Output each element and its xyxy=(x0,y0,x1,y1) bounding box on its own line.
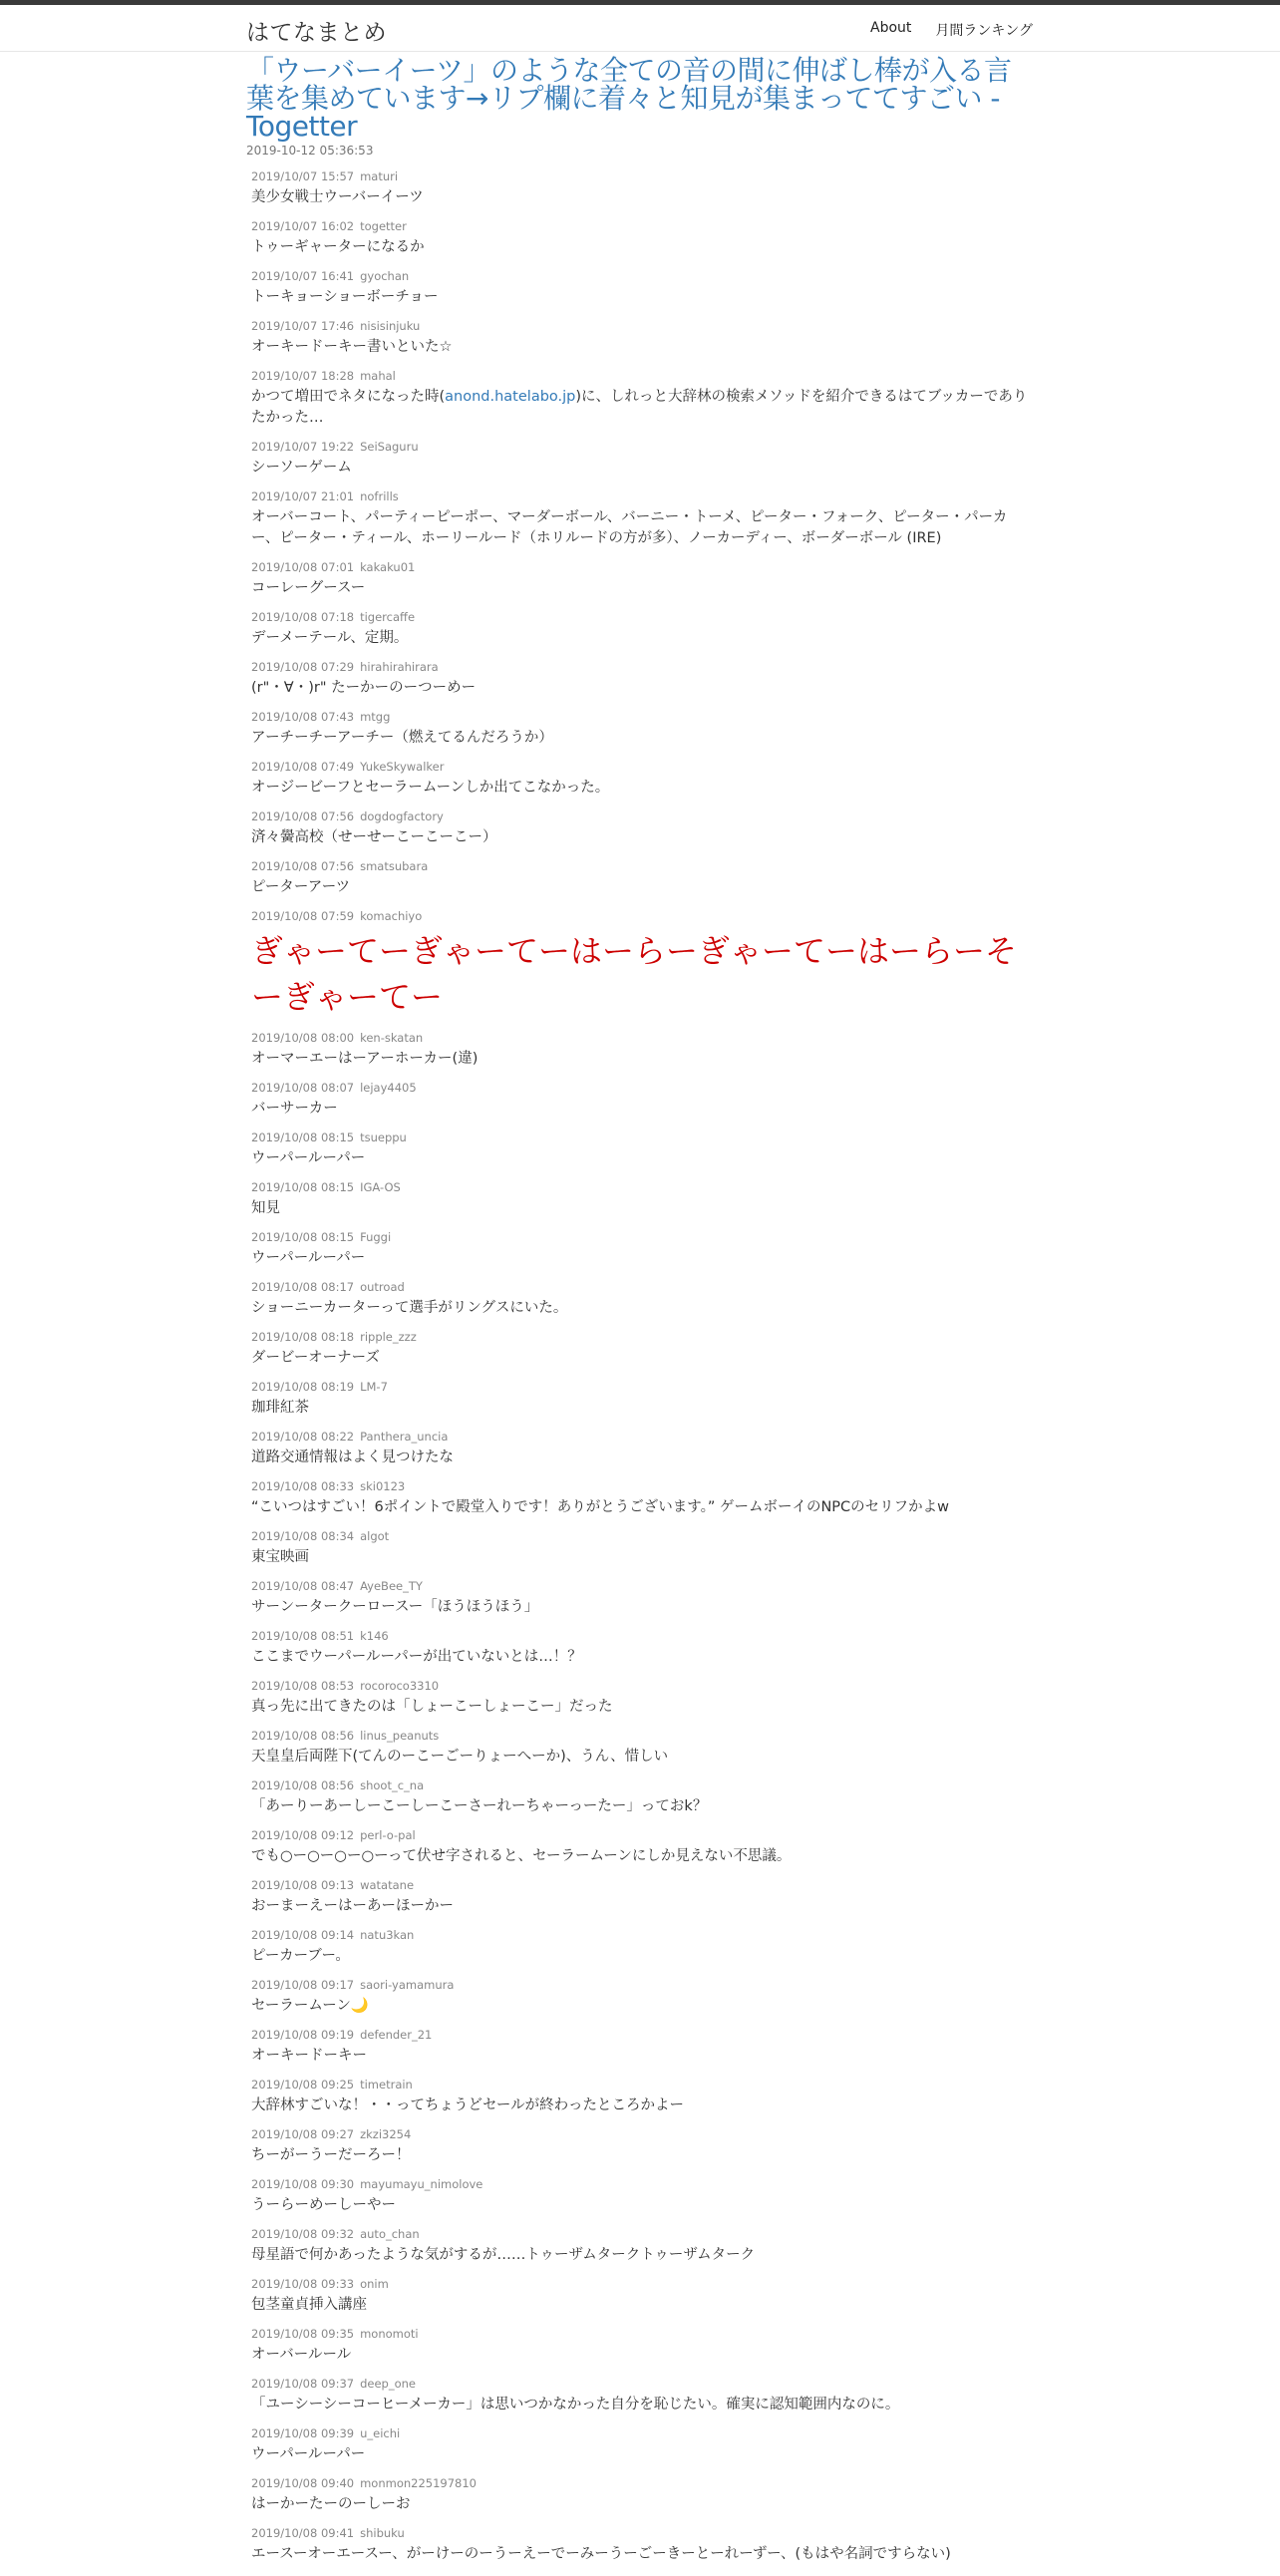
comment-timestamp: 2019/10/08 08:51 xyxy=(251,1629,355,1643)
comment-text-after: )に、しれっと大辞林の検索メソッドを紹介できるはてブッカーでありたかった… xyxy=(251,389,1028,426)
comment-item xyxy=(251,319,1034,358)
comment-item xyxy=(251,2028,1034,2067)
comment-username: k146 xyxy=(360,1629,389,1643)
comment-username: LM-7 xyxy=(360,1380,388,1394)
comment-meta xyxy=(251,1180,1034,1195)
comment-item xyxy=(251,2227,1034,2266)
comment-timestamp: 2019/10/08 07:01 xyxy=(251,560,355,574)
comment-username: hirahirahirara xyxy=(360,660,439,674)
comment-text: ウーパールーパー xyxy=(251,1150,366,1166)
comment-item xyxy=(251,2177,1034,2216)
comment-username: dogdogfactory xyxy=(360,809,444,823)
comment-meta xyxy=(251,2426,1034,2441)
comment-meta xyxy=(251,269,1034,284)
comment-timestamp: 2019/10/07 18:28 xyxy=(251,369,355,383)
comment-item xyxy=(251,369,1034,429)
comment-item xyxy=(251,2526,1034,2565)
comment-text: ショーニーカーターって選手がリングスにいた。 xyxy=(251,1300,568,1316)
comment-text: バーサーカー xyxy=(251,1101,338,1117)
comment-item xyxy=(251,760,1034,799)
navbar xyxy=(0,5,1280,52)
comment-timestamp: 2019/10/08 08:53 xyxy=(251,1679,355,1693)
comment-item xyxy=(251,440,1034,479)
comment-username: outroad xyxy=(360,1280,405,1294)
comment-item xyxy=(251,560,1034,599)
comment-item xyxy=(251,809,1034,848)
comment-username: auto_chan xyxy=(360,2227,420,2241)
comment-item xyxy=(251,1081,1034,1120)
comment-text: ちーがーうーだーろー！ xyxy=(251,2147,411,2163)
comment-timestamp: 2019/10/08 09:37 xyxy=(251,2377,355,2391)
comment-timestamp: 2019/10/07 21:01 xyxy=(251,489,355,503)
comment-meta xyxy=(251,1978,1034,1993)
comment-timestamp: 2019/10/08 08:18 xyxy=(251,1330,355,1344)
comment-item xyxy=(251,1380,1034,1419)
comment-meta xyxy=(251,1729,1034,1744)
comment-timestamp: 2019/10/08 08:47 xyxy=(251,1579,355,1593)
comment-timestamp: 2019/10/08 09:19 xyxy=(251,2028,355,2042)
comment-text: でも○ー○ー○ー○ーって伏せ字されると、セーラームーンにしか見えない不思議。 xyxy=(251,1848,792,1864)
comment-timestamp: 2019/10/08 09:30 xyxy=(251,2177,355,2191)
comment-username: AyeBee_TY xyxy=(360,1579,423,1593)
comment-username: nofrills xyxy=(360,489,399,503)
comment-timestamp: 2019/10/08 09:40 xyxy=(251,2476,355,2490)
comment-username: togetter xyxy=(360,219,407,233)
comment-meta xyxy=(251,1878,1034,1893)
comment-item xyxy=(251,2377,1034,2415)
comment-timestamp: 2019/10/08 09:27 xyxy=(251,2127,355,2141)
comment-timestamp: 2019/10/08 08:15 xyxy=(251,1130,355,1144)
comment-meta xyxy=(251,2028,1034,2043)
comment-text: 大辞林すごいな！・・ってちょうどセールが終わったところかよー xyxy=(251,2097,684,2113)
comment-timestamp: 2019/10/08 07:56 xyxy=(251,859,355,873)
comment-username: YukeSkywalker xyxy=(360,760,445,774)
comment-meta xyxy=(251,760,1034,775)
comment-timestamp: 2019/10/08 09:13 xyxy=(251,1878,355,1892)
comment-username: ski0123 xyxy=(360,1479,406,1493)
comment-item xyxy=(251,1031,1034,1070)
comment-username: mtgg xyxy=(360,710,391,724)
comment-text: ぎゃーてーぎゃーてーはーらーぎゃーてーはーらーそーぎゃーてー xyxy=(251,932,1018,1016)
comment-item xyxy=(251,1280,1034,1319)
comment-text: 真っ先に出てきたのは「しょーこーしょーこー」だった xyxy=(251,1699,613,1715)
comment-username: timetrain xyxy=(360,2078,413,2092)
comment-text: はーかーたーのーしーお xyxy=(251,2496,411,2512)
comment-username: shoot_c_na xyxy=(360,1778,425,1792)
comment-item xyxy=(251,1828,1034,1867)
comment-item xyxy=(251,1679,1034,1718)
comment-username: SeiSaguru xyxy=(360,440,419,454)
comment-text: 母星語で何かあったような気がするが……トゥーザムタークトゥーザムターク xyxy=(251,2247,756,2263)
article-title-link[interactable]: 「ウーバーイーツ」のような全ての音の間に伸ばし棒が入る言葉を集めています→リプ欄に着々と知見が集まっててすごい - Togetter xyxy=(246,54,1012,143)
comment-meta xyxy=(251,1081,1034,1096)
comment-meta xyxy=(251,1778,1034,1793)
comment-text: 天皇皇后両陛下(てんのーこーごーりょーへーか)、うん、惜しい xyxy=(251,1749,669,1765)
comment-item xyxy=(251,1330,1034,1369)
comment-timestamp: 2019/10/08 09:14 xyxy=(251,1928,355,1942)
comment-item xyxy=(251,710,1034,749)
comment-item xyxy=(251,2476,1034,2515)
comment-meta xyxy=(251,1130,1034,1145)
comment-item xyxy=(251,1180,1034,1219)
comment-item xyxy=(251,610,1034,649)
comment-text: 美少女戦士ウーバーイーツ xyxy=(251,189,424,205)
comment-text: 知見 xyxy=(251,1200,280,1216)
comment-username: defender_21 xyxy=(360,2028,433,2042)
comment-username: rocoroco3310 xyxy=(360,1679,440,1693)
comment-username: komachiyo xyxy=(360,909,423,923)
comment-item xyxy=(251,1629,1034,1668)
comment-item xyxy=(251,1928,1034,1967)
comment-meta xyxy=(251,1280,1034,1295)
comment-username: linus_peanuts xyxy=(360,1729,440,1743)
comment-username: mayumayu_nimolove xyxy=(360,2177,483,2191)
comment-meta xyxy=(251,610,1034,625)
comment-text: 珈琲紅茶 xyxy=(251,1400,309,1416)
comment-meta xyxy=(251,2526,1034,2541)
comment-timestamp: 2019/10/07 19:22 xyxy=(251,440,355,454)
comment-text: ダービーオーナーズ xyxy=(251,1350,380,1366)
comment-timestamp: 2019/10/08 07:49 xyxy=(251,760,355,774)
comment-username: onim xyxy=(360,2277,389,2291)
comment-text: 東宝映画 xyxy=(251,1549,309,1565)
comment-timestamp: 2019/10/08 07:29 xyxy=(251,660,355,674)
comment-item xyxy=(251,1130,1034,1169)
comment-text: オーバーコート、パーティーピーポー、マーダーボール、バーニー・トーメ、ピーター・フォーク、ピーター・パーカー、ピーター・ティール、ホーリールード（ホリルードの方が多）、ノーカーディー、ボーダーボール (IRE) xyxy=(251,509,1008,546)
comment-meta xyxy=(251,319,1034,334)
comment-meta xyxy=(251,1230,1034,1245)
site-brand-link[interactable]: はてなまとめ xyxy=(246,20,387,46)
comment-item xyxy=(251,1579,1034,1618)
comment-timestamp: 2019/10/08 08:56 xyxy=(251,1729,355,1743)
comment-text: デーメーテール、定期。 xyxy=(251,630,409,646)
comment-meta xyxy=(251,2327,1034,2342)
comment-timestamp: 2019/10/08 08:34 xyxy=(251,1529,355,1543)
comment-meta xyxy=(251,369,1034,384)
comment-item xyxy=(251,1529,1034,1568)
comment-username: smatsubara xyxy=(360,859,429,873)
comment-meta xyxy=(251,489,1034,504)
comment-text: オーキードーキー xyxy=(251,2048,367,2064)
comment-item xyxy=(251,1978,1034,2017)
comment-timestamp: 2019/10/08 07:18 xyxy=(251,610,355,624)
comment-text: オーキードーキー書いといた☆ xyxy=(251,339,453,355)
comment-text: オーバールール xyxy=(251,2347,352,2363)
comment-timestamp: 2019/10/08 07:59 xyxy=(251,909,355,923)
comment-username: tigercaffe xyxy=(360,610,416,624)
comment-meta xyxy=(251,2127,1034,2142)
comment-username: Panthera_uncia xyxy=(360,1430,449,1444)
comment-timestamp: 2019/10/08 09:39 xyxy=(251,2426,355,2440)
comment-text: オーマーエーはーアーホーカー(違) xyxy=(251,1051,479,1067)
comment-text: うーらーめーしーやー xyxy=(251,2197,396,2213)
comment-text: おーまーえーはーあーほーかー xyxy=(251,1898,454,1914)
comment-meta xyxy=(251,2177,1034,2192)
comment-meta xyxy=(251,2227,1034,2242)
comment-timestamp: 2019/10/08 08:15 xyxy=(251,1180,355,1194)
comment-meta xyxy=(251,1430,1034,1445)
comment-text: 「あーりーあーしーこーしーこーさーれーちゃーっーたー」っておk？ xyxy=(251,1798,708,1814)
comment-username: deep_one xyxy=(360,2377,416,2391)
comment-meta xyxy=(251,2476,1034,2491)
comment-text: 包茎童貞挿入講座 xyxy=(251,2297,367,2313)
comment-meta xyxy=(251,1031,1034,1046)
comment-username: shibuku xyxy=(360,2526,405,2540)
comment-text: トーキョーショーボーチョー xyxy=(251,289,439,305)
nav-monthly-ranking-link[interactable]: 月間ランキング xyxy=(935,23,1033,39)
comment-timestamp: 2019/10/08 08:19 xyxy=(251,1380,355,1394)
comment-text: ここまでウーパールーパーが出ていないとは…！？ xyxy=(251,1649,582,1665)
comment-meta xyxy=(251,2078,1034,2093)
comment-text: 「ユーシーシーコーヒーメーカー」は思いつかなかった自分を恥じたい。確実に認知範囲内なのに。 xyxy=(251,2397,900,2413)
comment-meta xyxy=(251,859,1034,874)
comment-text: (r"・∀・)r" たーかーのーつーめー xyxy=(251,680,477,696)
comment-item xyxy=(251,1430,1034,1468)
comment-username: perl-o-pal xyxy=(360,1828,416,1842)
comment-text: “こいつはすごい！6ポイントで殿堂入りです！ありがとうございます。” ゲームボーイのNPCのセリフかよw xyxy=(251,1499,950,1515)
comment-meta xyxy=(251,1380,1034,1395)
comment-item xyxy=(251,489,1034,549)
comment-item xyxy=(251,2078,1034,2116)
comment-meta xyxy=(251,169,1034,184)
comment-username: monmon225197810 xyxy=(360,2476,477,2490)
comment-item xyxy=(251,2277,1034,2316)
comment-timestamp: 2019/10/08 09:25 xyxy=(251,2078,355,2092)
comment-item xyxy=(251,269,1034,308)
comment-timestamp: 2019/10/08 07:56 xyxy=(251,809,355,823)
comment-item xyxy=(251,2327,1034,2366)
comment-item xyxy=(251,1878,1034,1917)
comment-username: ken-skatan xyxy=(360,1031,424,1045)
comment-meta xyxy=(251,660,1034,675)
comment-timestamp: 2019/10/08 09:41 xyxy=(251,2526,355,2540)
comment-text: 道路交通情報はよく見つけたな xyxy=(251,1449,454,1465)
comment-meta xyxy=(251,1330,1034,1345)
comment-timestamp: 2019/10/08 08:56 xyxy=(251,1778,355,1792)
comment-timestamp: 2019/10/07 16:41 xyxy=(251,269,355,283)
comment-timestamp: 2019/10/08 09:12 xyxy=(251,1828,355,1842)
comment-meta xyxy=(251,1629,1034,1644)
comment-timestamp: 2019/10/08 07:43 xyxy=(251,710,355,724)
main-content xyxy=(246,54,1034,2576)
comment-item xyxy=(251,1479,1034,1518)
comment-timestamp: 2019/10/08 08:17 xyxy=(251,1280,355,1294)
comment-text: エースーオーエースー、がーけーのーうーえーでーみーうーごーきーとーれーずー、(もはや名詞ですらない) xyxy=(251,2546,951,2562)
comment-timestamp: 2019/10/08 08:15 xyxy=(251,1230,355,1244)
comment-meta xyxy=(251,560,1034,575)
comment-text: 済々黌高校（せーせーこーこーこー） xyxy=(251,829,497,845)
comment-username: watatane xyxy=(360,1878,415,1892)
comment-username: algot xyxy=(360,1529,390,1543)
comment-text: トゥーギャーターになるか xyxy=(251,239,425,255)
comment-meta xyxy=(251,1828,1034,1843)
comment-username: gyochan xyxy=(360,269,410,283)
comment-meta xyxy=(251,1928,1034,1943)
comment-meta xyxy=(251,1679,1034,1694)
comment-username: u_eichi xyxy=(360,2426,401,2440)
comment-text: オージービーフとセーラームーンしか出てこなかった。 xyxy=(251,780,610,796)
comment-username: natu3kan xyxy=(360,1928,415,1942)
article-date: 2019-10-12 05:36:53 xyxy=(246,144,374,158)
comment-text: ウーパールーパー xyxy=(251,2446,366,2462)
comment-text: シーソーゲーム xyxy=(251,460,352,476)
comment-item xyxy=(251,219,1034,258)
comment-timestamp: 2019/10/07 15:57 xyxy=(251,169,355,183)
comment-meta xyxy=(251,2377,1034,2392)
comment-meta xyxy=(251,809,1034,824)
comment-meta xyxy=(251,2277,1034,2292)
comment-timestamp: 2019/10/07 17:46 xyxy=(251,319,355,333)
comment-item xyxy=(251,1729,1034,1768)
comment-text: ピーカーブー。 xyxy=(251,1948,350,1964)
comment-username: mahal xyxy=(360,369,396,383)
comment-item xyxy=(251,859,1034,898)
comment-text: ピーターアーツ xyxy=(251,879,351,895)
comment-item xyxy=(251,660,1034,699)
nav-links xyxy=(870,20,1033,40)
comment-timestamp: 2019/10/08 08:22 xyxy=(251,1430,355,1444)
comment-timestamp: 2019/10/08 09:17 xyxy=(251,1978,355,1992)
comment-username: lejay4405 xyxy=(360,1081,417,1095)
comment-timestamp: 2019/10/08 08:33 xyxy=(251,1479,355,1493)
comment-meta xyxy=(251,1579,1034,1594)
comment-username: zkzi3254 xyxy=(360,2127,412,2141)
comment-link[interactable]: anond.hatelabo.jp xyxy=(445,389,576,405)
comment-text: セーラームーン🌙 xyxy=(251,1998,369,2014)
comment-item xyxy=(251,1778,1034,1817)
comment-timestamp: 2019/10/08 09:33 xyxy=(251,2277,355,2291)
comment-username: ripple_zzz xyxy=(360,1330,417,1344)
comment-text xyxy=(251,387,1034,429)
comment-text: アーチーチーアーチー（燃えてるんだろうか） xyxy=(251,730,553,746)
comment-username: tsueppu xyxy=(360,1130,407,1144)
nav-about-link[interactable]: About xyxy=(870,20,912,36)
comment-meta xyxy=(251,1479,1034,1494)
comment-meta xyxy=(251,710,1034,725)
comment-item xyxy=(251,2127,1034,2166)
comment-username: saori-yamamura xyxy=(360,1978,455,1992)
comment-username: monomoti xyxy=(360,2327,419,2341)
comment-text-before: かつて増田でネタになった時( xyxy=(251,389,446,405)
comment-username: Fuggi xyxy=(360,1230,392,1244)
comment-timestamp: 2019/10/07 16:02 xyxy=(251,219,355,233)
comment-meta xyxy=(251,1529,1034,1544)
comment-timestamp: 2019/10/08 09:35 xyxy=(251,2327,355,2341)
comment-timestamp: 2019/10/08 08:00 xyxy=(251,1031,355,1045)
comment-timestamp: 2019/10/08 08:07 xyxy=(251,1081,355,1095)
comment-text: ウーパールーパー xyxy=(251,1250,366,1266)
comment-username: kakaku01 xyxy=(360,560,416,574)
comment-list xyxy=(246,169,1034,2565)
comment-username: maturi xyxy=(360,169,399,183)
comment-meta xyxy=(251,440,1034,455)
comment-timestamp: 2019/10/08 09:32 xyxy=(251,2227,355,2241)
comment-meta xyxy=(251,219,1034,234)
comment-meta xyxy=(251,909,1034,924)
comment-item xyxy=(251,169,1034,208)
comment-text: コーレーグースー xyxy=(251,580,366,596)
comment-item xyxy=(251,1230,1034,1269)
comment-text: サーンータークーロースー「ほうほうほう」 xyxy=(251,1599,539,1615)
comment-username: IGA-OS xyxy=(360,1180,401,1194)
comment-username: nisisinjuku xyxy=(360,319,421,333)
comment-item xyxy=(251,909,1034,1020)
comment-item xyxy=(251,2426,1034,2465)
